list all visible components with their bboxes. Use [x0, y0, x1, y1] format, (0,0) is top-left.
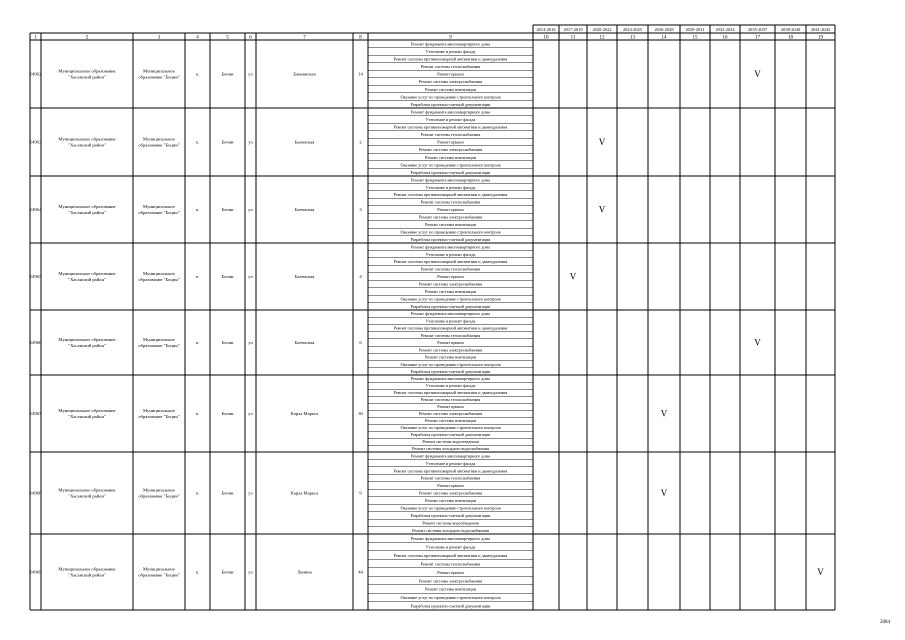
house-number: 6 — [359, 340, 362, 345]
work-item: Ремонт системы теплоснабжения — [420, 332, 481, 338]
schedule-check-mark: V — [598, 137, 606, 147]
municipality-name: Муниципальное образование — [58, 136, 116, 142]
house-number: 44 — [358, 569, 363, 575]
work-item: Ремонт системы противопожарной автоматики и дымоудаления — [393, 259, 508, 265]
work-item: Ремонт фундамента многоквартирного дома — [411, 109, 490, 115]
work-item: Разработка проектно-сметной документации — [410, 432, 491, 438]
work-item: Ремонт системы электроснабжения — [418, 147, 483, 153]
municipality-name: "Хасанский район" — [68, 142, 106, 148]
house-number: 9 — [359, 490, 362, 496]
schedule-check-mark: V — [660, 488, 668, 498]
work-item: Ремонт системы вентиляции — [424, 354, 477, 360]
settlement-name: Муниципальное — [143, 204, 175, 210]
work-item: Оказание услуг по проведению строительного контроля — [400, 425, 501, 431]
period-header: 2023-2025 — [622, 27, 643, 32]
locality-name: Бочин — [221, 490, 234, 496]
period-header: 2032-2034 — [715, 27, 735, 32]
column-number: 14 — [661, 35, 667, 41]
work-item: Ремонт системы теплоснабжения — [420, 475, 481, 481]
work-item: Утепление и ремонт фасада — [425, 184, 476, 190]
work-item: Разработка проектно-сметной документации — [410, 236, 491, 242]
locality-type: п. — [195, 340, 200, 345]
settlement-name: образование "Боцин" — [138, 413, 180, 419]
settlement-name: Муниципальное — [143, 136, 175, 142]
work-item: Оказание услуг по проведению строительного контроля — [400, 361, 501, 367]
column-number: 18 — [788, 35, 793, 41]
work-item: Ремонт системы электроснабжения — [418, 490, 483, 496]
schedule-check-mark: V — [754, 69, 761, 79]
work-item: Ремонт системы электроснабжения — [418, 578, 483, 584]
street-name: Баевиская — [294, 274, 315, 279]
schedule-check-mark: V — [817, 567, 824, 577]
column-number: 11 — [570, 35, 576, 41]
column-number: 12 — [599, 35, 605, 41]
record-number: 14962 — [29, 71, 42, 77]
settlement-name: образование "Боцин" — [138, 74, 180, 80]
column-number: 10 — [543, 35, 549, 41]
column-number: 2 — [85, 35, 89, 41]
municipality-name: "Хасанский район" — [68, 276, 106, 282]
locality-type: п. — [195, 490, 200, 496]
municipality-name: "Хасанский район" — [68, 572, 106, 578]
municipality-name: Муниципальное образование — [58, 68, 116, 74]
street-name: Карла Маркса — [290, 490, 319, 496]
street-type: ул — [248, 71, 253, 77]
work-item: Ремонт системы вентиляции — [424, 154, 477, 160]
settlement-name: Муниципальное — [143, 408, 175, 414]
locality-type: п. — [195, 139, 200, 145]
work-item: Ремонт системы противопожарной автоматики и дымоудаления — [393, 325, 508, 331]
work-item: Ремонт крыши — [437, 207, 464, 213]
work-item: Разработка проектно-сметной документации — [410, 368, 491, 374]
work-item: Ремонт фундамента многоквартирного дома — [411, 536, 490, 542]
municipality-name: Муниципальное образование — [58, 566, 116, 572]
work-item: Ремонт системы электроснабжения — [418, 347, 483, 353]
work-item: Утепление и ремонт фасада — [425, 318, 476, 324]
work-item: Ремонт крыши — [437, 139, 464, 145]
work-item: Оказание услуг по проведению строительного контроля — [400, 162, 501, 168]
work-item: Ремонт крыши — [437, 274, 464, 280]
record-number: 14963 — [29, 139, 42, 145]
record-number: 14966 — [29, 340, 42, 345]
work-item: Утепление и ремонт фасада — [425, 116, 476, 122]
street-name: Карла Маркса — [290, 411, 319, 416]
period-header: 2017-2019 — [563, 27, 583, 32]
street-name: Баевиская — [294, 207, 315, 212]
schedule-check-mark: V — [660, 408, 668, 419]
locality-name: Бочин — [221, 139, 234, 145]
street-name: Ленина — [297, 569, 312, 575]
locality-name: Бочин — [221, 274, 234, 279]
work-item: Ремонт системы противопожарной автоматики и дымоудаления — [393, 468, 508, 474]
settlement-name: Муниципальное — [143, 337, 175, 343]
column-number: 1 — [34, 35, 37, 41]
street-type: ул — [248, 340, 253, 345]
period-header: 2029-2031 — [685, 27, 705, 32]
settlement-name: образование "Боцин" — [138, 142, 180, 148]
work-item: Ремонт крыши — [437, 569, 464, 575]
work-item: Ремонт системы электроснабжения — [418, 214, 483, 220]
municipality-name: Муниципальное образование — [58, 337, 116, 343]
work-item: Ремонт системы водоотведения — [422, 520, 479, 526]
work-item: Разработка проектно-сметной документации — [410, 303, 491, 309]
record-number: 14965 — [29, 274, 42, 279]
municipality-name: "Хасанский район" — [68, 209, 106, 215]
column-number: 13 — [630, 35, 635, 41]
municipality-name: Муниципальное образование — [58, 408, 116, 414]
record-number: 14968 — [29, 490, 42, 496]
locality-type: п. — [195, 411, 200, 416]
work-item: Утепление и ремонт фасада — [425, 383, 476, 389]
locality-type: п. — [195, 71, 200, 77]
locality-name: Бочин — [221, 411, 234, 416]
work-item: Ремонт системы противопожарной автоматики и дымоудаления — [393, 124, 508, 130]
settlement-name: образование "Боцин" — [138, 276, 180, 282]
work-item: Ремонт системы холодного водоснабжения — [412, 446, 489, 452]
work-item: Ремонт системы противопожарной автоматики и дымоудаления — [393, 390, 508, 396]
column-number: 16 — [722, 35, 728, 41]
locality-name: Бочин — [221, 340, 234, 345]
street-type: ул — [248, 569, 253, 575]
period-header: 2020-2022 — [592, 27, 612, 32]
settlement-name: образование "Боцин" — [138, 342, 180, 348]
column-number: 17 — [755, 35, 760, 41]
house-number: 14 — [358, 71, 363, 77]
work-item: Ремонт системы электроснабжения — [418, 281, 483, 287]
street-name: Баевиская — [294, 340, 315, 345]
column-number: 3 — [157, 35, 161, 41]
work-item: Ремонт системы вентиляции — [424, 418, 477, 424]
work-item: Утепление и ремонт фасада — [425, 460, 476, 466]
work-item: Ремонт системы вентиляции — [424, 289, 477, 295]
street-type: ул — [248, 411, 253, 416]
work-item: Ремонт системы электроснабжения — [418, 411, 483, 417]
house-number: 30 — [358, 411, 363, 416]
locality-type: п. — [195, 207, 200, 212]
work-item: Оказание услуг по проведению строительного контроля — [400, 505, 501, 511]
work-item: Разработка проектно-сметной документации — [410, 513, 491, 519]
street-type: ул — [248, 139, 253, 145]
work-item: Разработка проектно-сметной документации — [410, 101, 491, 107]
work-item: Ремонт фундамента многоквартирного дома — [411, 311, 490, 317]
municipality-name: Муниципальное образование — [58, 271, 116, 277]
settlement-name: Муниципальное — [143, 566, 175, 572]
period-header: 2014-2016 — [536, 27, 556, 32]
municipality-name: "Хасанский район" — [68, 493, 106, 499]
work-item: Утепление и ремонт фасада — [425, 251, 476, 257]
schedule-check-mark: V — [598, 204, 606, 215]
work-item: Разработка проектно-сметной документации — [410, 603, 491, 609]
work-item: Ремонт системы вентиляции — [424, 498, 477, 504]
work-item: Ремонт фундамента многоквартирного дома — [411, 376, 490, 382]
locality-name: Бочин — [221, 569, 234, 575]
column-number: 15 — [692, 35, 698, 41]
work-item: Утепление и ремонт фасада — [425, 48, 476, 54]
record-number: 14969 — [29, 569, 42, 575]
period-header: 2026-2028 — [654, 27, 674, 32]
work-item: Ремонт системы теплоснабжения — [420, 199, 481, 205]
work-item: Ремонт системы водоотведения — [422, 439, 479, 445]
work-item: Ремонт фундамента многоквартирного дома — [411, 41, 490, 47]
column-number: 7 — [303, 35, 306, 41]
column-number: 9 — [449, 35, 452, 41]
column-number: 6 — [249, 35, 252, 41]
work-item: Ремонт системы вентиляции — [424, 222, 477, 228]
work-item: Ремонт системы теплоснабжения — [420, 64, 481, 70]
street-type: ул — [248, 490, 253, 496]
street-type: ул — [248, 207, 253, 212]
settlement-name: образование "Боцин" — [138, 493, 180, 499]
work-item: Ремонт системы противопожарной автоматики и дымоудаления — [393, 56, 508, 62]
column-number: 19 — [818, 35, 823, 41]
work-item: Ремонт системы противопожарной автоматики и дымоудаления — [393, 192, 508, 198]
column-number: 5 — [226, 35, 229, 41]
locality-type: п. — [195, 274, 200, 279]
house-number: 3 — [359, 207, 362, 212]
settlement-name: Муниципальное — [143, 271, 175, 277]
schedule-check-mark: V — [754, 337, 761, 348]
settlement-name: Муниципальное — [143, 68, 175, 74]
work-item: Ремонт системы теплоснабжения — [420, 266, 481, 272]
work-item: Ремонт крыши — [437, 404, 464, 410]
work-item: Ремонт системы теплоснабжения — [420, 561, 481, 567]
settlement-name: Муниципальное — [143, 487, 175, 493]
work-item: Ремонт системы вентиляции — [424, 86, 477, 92]
period-header: 2041-2043 — [810, 27, 831, 32]
settlement-name: образование "Боцин" — [138, 209, 180, 215]
work-item: Оказание услуг по проведению строительного контроля — [400, 296, 501, 302]
work-item: Ремонт фундамента многоквартирного дома — [411, 453, 490, 459]
municipality-name: Муниципальное образование — [58, 487, 116, 493]
municipality-name: "Хасанский район" — [68, 342, 106, 348]
municipality-name: "Хасанский район" — [68, 413, 106, 419]
locality-name: Бочин — [221, 71, 234, 77]
house-number: 2 — [359, 139, 362, 145]
period-header: 2038-2040 — [780, 27, 801, 32]
page-number: 2084 — [880, 620, 890, 625]
work-item: Ремонт крыши — [437, 71, 464, 77]
work-item: Ремонт системы вентиляции — [424, 586, 477, 592]
work-item: Ремонт фундамента многоквартирного дома — [411, 177, 490, 183]
municipality-name: Муниципальное образование — [58, 204, 116, 210]
street-type: ул — [248, 274, 253, 279]
work-item: Ремонт системы теплоснабжения — [420, 397, 481, 403]
locality-type: п. — [195, 569, 200, 575]
work-item: Ремонт фундамента многоквартирного дома — [411, 244, 490, 250]
house-number: 4 — [359, 274, 362, 279]
record-number: 14964 — [29, 207, 42, 212]
work-item: Оказание услуг по проведению строительного контроля — [400, 94, 501, 100]
work-item: Оказание услуг по проведению строительного контроля — [400, 595, 501, 601]
work-item: Утепление и ремонт фасада — [425, 544, 476, 550]
work-item: Ремонт системы холодного водоснабжения — [412, 527, 489, 533]
locality-name: Бочин — [221, 207, 234, 212]
work-item: Ремонт крыши — [437, 340, 464, 346]
work-item: Разработка проектно-сметной документации — [410, 169, 491, 175]
work-item: Оказание услуг по проведению строительного контроля — [400, 229, 501, 235]
schedule-check-mark: V — [569, 271, 577, 282]
work-item: Ремонт системы теплоснабжения — [420, 132, 481, 138]
municipality-name: "Хасанский район" — [68, 74, 106, 80]
settlement-name: образование "Боцин" — [138, 572, 180, 578]
column-number: 8 — [359, 35, 362, 41]
work-item: Ремонт системы электроснабжения — [418, 79, 483, 85]
work-item: Ремонт системы противопожарной автоматики и дымоудаления — [393, 552, 508, 558]
column-number: 4 — [196, 35, 199, 41]
work-item: Ремонт крыши — [437, 483, 464, 489]
street-name: Баевиская — [294, 139, 315, 145]
record-number: 14967 — [29, 411, 42, 416]
street-name: Баневиская — [293, 71, 316, 77]
period-header: 2035-2037 — [747, 27, 768, 32]
